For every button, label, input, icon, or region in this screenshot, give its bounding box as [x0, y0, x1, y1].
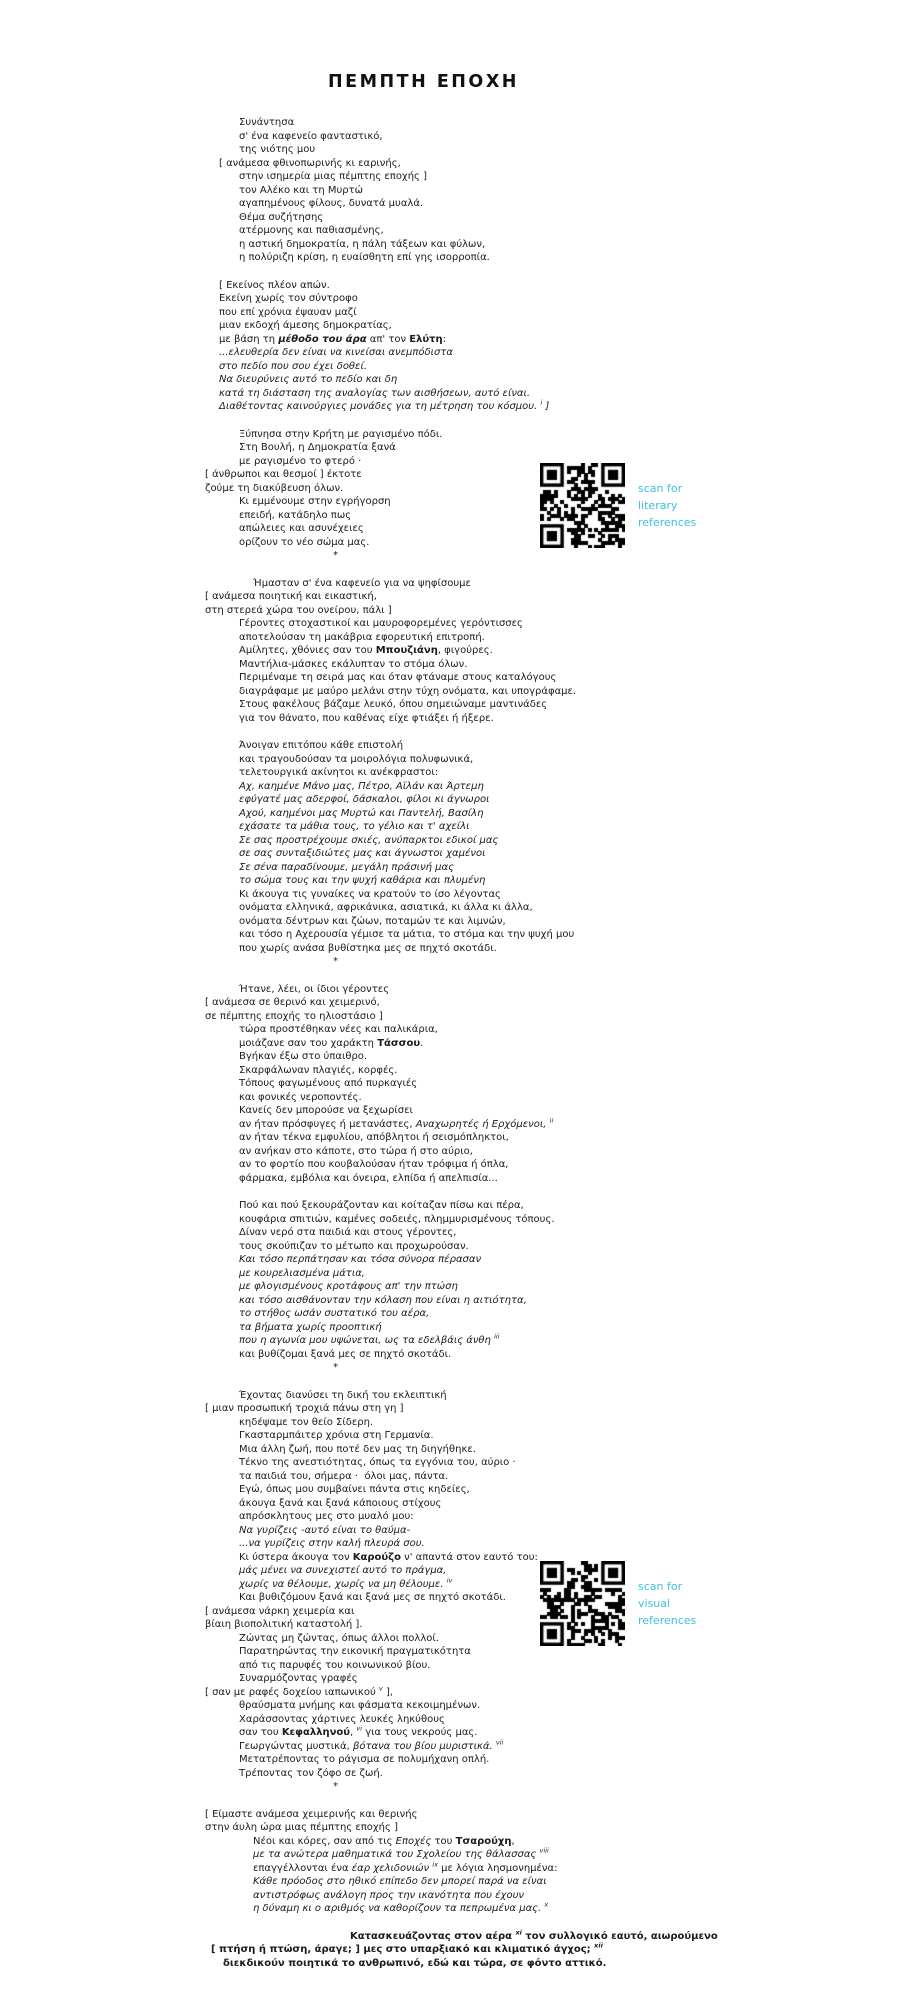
poem-line: επειδή, κατάδηλο πως	[239, 509, 352, 521]
poem-line: τους σκούπιζαν το μέτωπο και προχωρούσαν.	[239, 1240, 469, 1252]
poem-line: Εγώ, όπως μου συμβαίνει πάντα στις κηδείες,	[239, 1484, 470, 1495]
poem-line: μοιάζανε σαν του χαράκτη Τάσσου.	[239, 1037, 424, 1049]
poem-line: με κουρελιασμένα μάτια,	[239, 1267, 365, 1279]
poem-line: μιαν εκδοχή άμεσης δημοκρατίας,	[219, 320, 392, 331]
poem-line: διαγράφαμε με μαύρο μελάνι στην τύχη ονόματα, και υπογράφαμε.	[239, 685, 577, 697]
poem-line: [ Εκείνος πλέον απών.	[219, 279, 330, 291]
stanza	[205, 739, 910, 969]
poem-line: [ ανάμεσα φθινοπωρινής κι εαρινής,	[219, 157, 401, 169]
stanza	[205, 577, 910, 726]
poem-line: μάς μένει να συνεχιστεί αυτό το πράγμα,	[239, 1565, 447, 1576]
poem-line: Να διευρύνεις αυτό το πεδίο και δη	[219, 374, 398, 385]
stanza-separator: *	[333, 1781, 338, 1792]
poem-line: απρόσκλητους μες στο μυαλό μου:	[239, 1511, 414, 1522]
qr-code-literary-references-icon	[540, 463, 625, 548]
poem-line: Αχ, καημένε Μάνο μας, Πέτρο, Αϊλάν και Άρτεμη	[239, 780, 484, 792]
poem-line: χωρίς να θέλουμε, χωρίς να μη θέλουμε. $^{iv}$	[239, 1576, 453, 1590]
poem-line: ορίζουν το νέο σώμα μας.	[239, 536, 370, 548]
poem-line: αν το φορτίο που κουβαλούσαν ήταν τρόφιμα ή όπλα,	[239, 1159, 509, 1170]
poem-line: η δύναμη κι ο αριθμός να καθορίζουν τα πεπρωμένα μας. $^x$	[253, 1900, 549, 1914]
poem-line: Περιμέναμε τη σειρά μας και όταν φτάναμε στους καταλόγους	[239, 672, 557, 683]
poem-line: με τα ανώτερα μαθηματικά του Σχολείου της θάλασσας $^{viii}$	[253, 1846, 549, 1860]
poem-line: αντιστρόφως ανάλογη προς την ικανότητα που έχουν	[253, 1889, 524, 1901]
poem-line: Κάθε πρόοδος στο ηθικό επίπεδο δεν μπορεί παρά να είναι	[253, 1876, 547, 1887]
poem-line: βίαιη βιοπολιτική καταστολή ].	[205, 1619, 363, 1630]
qr-label-line: visual	[638, 1597, 671, 1610]
poem-line: αν ανήκαν στο κάποτε, στο τώρα ή στο αύριο,	[239, 1145, 473, 1157]
poem-line: Εκείνη χωρίς τον σύντροφο	[219, 293, 358, 304]
stanza	[205, 1808, 910, 1916]
stanza	[205, 1199, 910, 1375]
poem-line: Ζώντας μη ζώντας, όπως άλλοι πολλοί.	[239, 1632, 439, 1644]
stanza-separator: *	[333, 1362, 338, 1373]
poem-line: κατά τη διάσταση της αναλογίας των αισθήσεων, αυτό είναι.	[219, 387, 531, 399]
poem-line: Κι ύστερα άκουγα τον Καρούζο ν' απαντά στον εαυτό του:	[239, 1551, 538, 1563]
qr-label-literary	[638, 480, 696, 531]
poem-line: Σκαρφάλωναν πλαγιές, κορφές.	[239, 1064, 398, 1076]
poem-line: Παρατηρώντας την εικονική πραγματικότητα	[239, 1646, 471, 1657]
poem-line: σ' ένα καφενείο φανταστικό,	[239, 130, 383, 142]
poem-line: Δίναν νερό στα παιδιά και στους γέροντες,	[239, 1227, 457, 1238]
poem-line: Τρέποντας τον ζόφο σε ζωή.	[239, 1767, 383, 1779]
poem-line: στη στερεά χώρα του ονείρου, πάλι ]	[205, 604, 392, 616]
poem-line: Να γυρίζεις -αυτό είναι το θαύμα-	[239, 1524, 411, 1536]
poem-line: [ Είμαστε ανάμεσα χειμερινής και θερινής	[205, 1808, 418, 1820]
poem-line: Τόπους φαγωμένους από πυρκαγιές	[239, 1078, 418, 1089]
poem-line: αποτελούσαν τη μακάβρια εφορευτική επιτροπή.	[239, 631, 485, 643]
poem-line: Νέοι και κόρες, σαν από τις Εποχές του Τσαρούχη,	[253, 1835, 515, 1847]
poem-line: και φονικές νεροποντές.	[239, 1091, 362, 1103]
poem-line: ονόματα δέντρων και ζώων, ποταμών τε και λιμνών,	[239, 915, 506, 927]
poem-line: Ήμασταν σ' ένα καφενείο για να ψηφίσουμε	[253, 577, 471, 589]
poem-line: Και βυθιζόμουν ξανά και ξανά μες σε πηχτό σκοτάδι.	[239, 1592, 506, 1603]
poem	[205, 116, 910, 1984]
poem-line: η αστική δημοκρατία, η πάλη τάξεων και φύλων,	[239, 238, 486, 250]
poem-line: Άνοιγαν επιτόπου κάθε επιστολή	[239, 740, 404, 751]
poem-line: και τόσο η Αχερουσία γέμισε τα μάτια, το στόμα και την ψυχή μου	[239, 929, 575, 940]
poem-line: σε πέμπτης εποχής το ηλιοστάσιο ]	[205, 1010, 383, 1022]
poem-line: σαν του Κεφαλληνού, $^{vi}$ για τους νεκρούς μας.	[239, 1724, 478, 1738]
poem-line: ...να γυρίζεις στην καλή πλευρά σου.	[239, 1538, 425, 1549]
poem-line: τώρα προστέθηκαν νέες και παλικάρια,	[239, 1024, 438, 1035]
poem-line: Κανείς δεν μπορούσε να ξεχωρίσει	[239, 1105, 413, 1116]
poem-line: τελετουργικά ακίνητοι κι ανέκφραστοι:	[239, 767, 439, 778]
poem-line: Χαράσσοντας χάρτινες λευκές ληκύθους	[239, 1713, 445, 1725]
page-title: ΠΕΜΠΤΗ ΕΠΟΧΗ	[328, 72, 519, 92]
poem-line: [ άνθρωποι και θεσμοί ] έκτοτε	[205, 469, 362, 480]
qr-label-line: references	[638, 516, 697, 529]
qr-code-visual-references-icon	[540, 1561, 625, 1646]
poem-line: αν ήταν τέκνα εμφυλίου, απόβλητοι ή σεισμόπληκτοι,	[239, 1132, 509, 1143]
poem-line: Ξύπνησα στην Κρήτη με ραγισμένο πόδι.	[239, 428, 443, 440]
poem-line: [ ανάμεσα σε θερινό και χειμερινό,	[205, 997, 380, 1008]
poem-line: επαγγέλλονται ένα έαρ χελιδονιών $^{ix}$ με λόγια λησμονημένα:	[253, 1860, 558, 1874]
poem-line: εχάσατε τα μάθια τους, το γέλιο και τ' αχείλι	[239, 821, 470, 832]
poem-line: Ήτανε, λέει, οι ίδιοι γέροντες	[239, 983, 390, 995]
poem-line: στο πεδίο που σου έχει δοθεί.	[219, 360, 368, 372]
poem-line: τον Αλέκο και τη Μυρτώ	[239, 184, 363, 196]
stanza	[205, 279, 910, 414]
qr-block-visual	[540, 1561, 696, 1646]
poem-line: Τέκνο της ανεστιότητας, όπως τα εγγόνια του, αύριο ·	[239, 1457, 516, 1468]
qr-label-visual	[638, 1578, 696, 1629]
poem-line: Κι εμμένουμε στην εγρήγορση	[239, 496, 391, 507]
poem-line: που επί χρόνια έψαυαν μαζί	[219, 306, 357, 318]
poem-line: [ ανάμεσα ποιητική και εικαστική,	[205, 591, 377, 602]
poem-line: στην άυλη ώρα μιας πέμπτης εποχής ]	[205, 1822, 398, 1833]
poem-line: με φλογισμένους κροτάφους απ' την πτώση	[239, 1281, 458, 1292]
poem-line: [ ανάμεσα νάρκη χειμερία και	[205, 1605, 355, 1617]
qr-label-line: literary	[638, 499, 678, 512]
poem-line: Διαθέτοντας καινούργιες μονάδες για τη μέτρηση του κόσμου. $^i$ ]	[219, 398, 550, 412]
poem-line: από τις παρυφές του κοινωνικού βίου.	[239, 1659, 431, 1671]
poem-line: θραύσματα μνήμης και φάσματα κεκοιμημένων.	[239, 1700, 481, 1711]
poem-line: Κατασκευάζοντας στον αέρα $^{xi}$ τον συλλογικό εαυτό, αιωρούμενο	[350, 1928, 718, 1942]
poem-line: αγαπημένους φίλους, δυνατά μυαλά.	[239, 198, 424, 209]
poem-line: Πού και πού ξεκουράζονταν και κοίταζαν πίσω και πέρα,	[239, 1200, 524, 1211]
poem-line: τα βήματα χωρίς προοπτική	[239, 1321, 382, 1333]
poem-line: ατέρμονης και παθιασμένης,	[239, 225, 384, 236]
poem-line: Γέροντες στοχαστικοί και μαυροφορεμένες γερόντισσες	[239, 618, 523, 629]
poem-line: με βάση τη μέθοδο του άρα απ' τον Ελύτη:	[219, 333, 447, 345]
poem-line: ...ελευθερία δεν είναι να κινείσαι ανεμπόδιστα	[219, 347, 453, 358]
qr-label-line: scan for	[638, 482, 683, 495]
poem-line: αν ήταν πρόσφυγες ή μετανάστες, Αναχωρητές ή Ερχόμενοι, $^{ii}$	[239, 1116, 554, 1130]
poem-line: της νιότης μου	[239, 144, 316, 155]
poem-line: Και τόσο περπάτησαν και τόσα σύνορα πέρασαν	[239, 1254, 482, 1265]
poem-line: που η αγωνία μου υψώνεται, ως τα εδελβάις άνθη $^{iii}$	[239, 1332, 500, 1346]
poem-line: σε σας συνταξιδιώτες μας και άγνωστοι χαμένοι	[239, 848, 486, 859]
qr-label-line: scan for	[638, 1580, 683, 1593]
poem-line: Σε σας προστρέχουμε σκιές, ανύπαρκτοι εδικοί μας	[239, 834, 499, 846]
poem-line: και βυθίζομαι ξανά μες σε πηχτό σκοτάδι.	[239, 1348, 452, 1360]
poem-line: [ πτήση ή πτώση, άραγε; ] μες στο υπαρξιακό και κλιματικό άγχος; $^{xii}$	[211, 1941, 603, 1955]
poem-line: Θέμα συζήτησης	[239, 211, 324, 223]
poem-line: εφύγατέ μας αδερφοί, δάσκαλοι, φίλοι κι άγνωροι	[239, 794, 490, 805]
poem-line: το στήθος ωσάν συστατικό του αέρα,	[239, 1308, 430, 1319]
poem-line: Μαντήλια-μάσκες εκάλυπταν το στόμα όλων.	[239, 658, 468, 670]
poem-line: Αμίλητες, χθόνιες σαν του Μπουζιάνη, φιγούρες.	[239, 645, 493, 656]
poem-line: τα παιδιά του, σήμερα · όλοι μας, πάντα.	[239, 1470, 449, 1482]
poem-line: Βγήκαν έξω στο ύπαιθρο.	[239, 1051, 368, 1062]
poem-line: και τόσο αισθάνονταν την κόλαση που είναι η αιτιότητα,	[239, 1294, 527, 1306]
poem-line: [ σαν με ραφές δοχείου ιαπωνικού $^v$ ],	[205, 1684, 394, 1698]
poem-line: ονόματα ελληνικά, αφρικάνικα, ασιατικά, κι άλλα κι άλλα,	[239, 902, 533, 913]
poem-line: το σώμα τους και την ψυχή καθάρια και πλυμένη	[239, 875, 486, 886]
poem-line: η πολύριζη κρίση, η ευαίσθητη επί γης ισορροπία.	[239, 252, 490, 263]
poem-line: με ραγισμένο το φτερό ·	[239, 455, 362, 467]
poem-line: διεκδικούν ποιητικά το ανθρωπινό, εδώ και τώρα, σε φόντο αττικό.	[223, 1957, 607, 1969]
poem-line: Γεωργώντας μυστικά, βότανα του βίου μυριστικά. $^{vii}$	[239, 1738, 504, 1752]
poem-line: Αχού, καημένοι μας Μυρτώ και Παντελή, Βασίλη	[239, 807, 484, 819]
poem-line: [ μιαν προσωπική τροχιά πάνω στη γη ]	[205, 1403, 404, 1414]
poem-line: και τραγουδούσαν τα μοιρολόγια πολυφωνικά,	[239, 753, 474, 765]
poem-line: Στους φακέλους βάζαμε λευκό, όπου σημειώναμε μαντινάδες	[239, 699, 548, 710]
poem-line: που χωρίς ανάσα βυθίστηκα μες σε πηχτό σκοτάδι.	[239, 942, 497, 954]
poem-line: κηδέψαμε τον θείο Σίδερη.	[239, 1416, 374, 1428]
poem-line: Σε σένα παραδίνουμε, μεγάλη πράσινή μας	[239, 861, 454, 873]
poem-line: Μια άλλη ζωή, που ποτέ δεν μας τη διηγήθηκε.	[239, 1443, 476, 1455]
poem-line: Έχοντας διανύσει τη δική του εκλειπτική	[239, 1389, 447, 1401]
poem-line: ζούμε τη διακύβευση όλων.	[205, 482, 344, 494]
qr-block-literary	[540, 463, 696, 548]
poem-line: για τον θάνατο, που καθένας είχε φτιάξει ή ήξερε.	[239, 712, 494, 724]
poem-line: Μετατρέποντας το ράγισμα σε πολυμήχανη οπλή.	[239, 1754, 490, 1765]
stanza	[205, 116, 910, 265]
stanza-separator: *	[333, 956, 338, 967]
poem-line: Στη Βουλή, η Δημοκρατία ξανά	[239, 442, 396, 453]
poem-line: Γκασταρμπάιτερ χρόνια στη Γερμανία.	[239, 1430, 434, 1441]
poem-line: άκουγα ξανά και ξανά κάποιους στίχους	[239, 1497, 442, 1509]
qr-label-line: references	[638, 1614, 697, 1627]
poem-line: Κι άκουγα τις γυναίκες να κρατούν το ίσο λέγοντας	[239, 888, 501, 900]
poem-line: απώλειες και ασυνέχειες	[239, 523, 364, 534]
stanza	[205, 1930, 910, 1971]
poem-line: Συνάντησα	[239, 117, 295, 128]
stanza	[205, 983, 910, 1186]
stanza-separator: *	[333, 550, 338, 561]
poem-line: στην ισημερία μιας πέμπτης εποχής ]	[239, 171, 427, 182]
poem-line: Συναρμόζοντας γραφές	[239, 1673, 358, 1684]
poem-line: φάρμακα, εμβόλια και όνειρα, ελπίδα ή απελπισία...	[239, 1172, 498, 1184]
poem-line: κουφάρια σπιτιών, καμένες σοδειές, πλημμυρισμένους τόπους.	[239, 1213, 555, 1225]
